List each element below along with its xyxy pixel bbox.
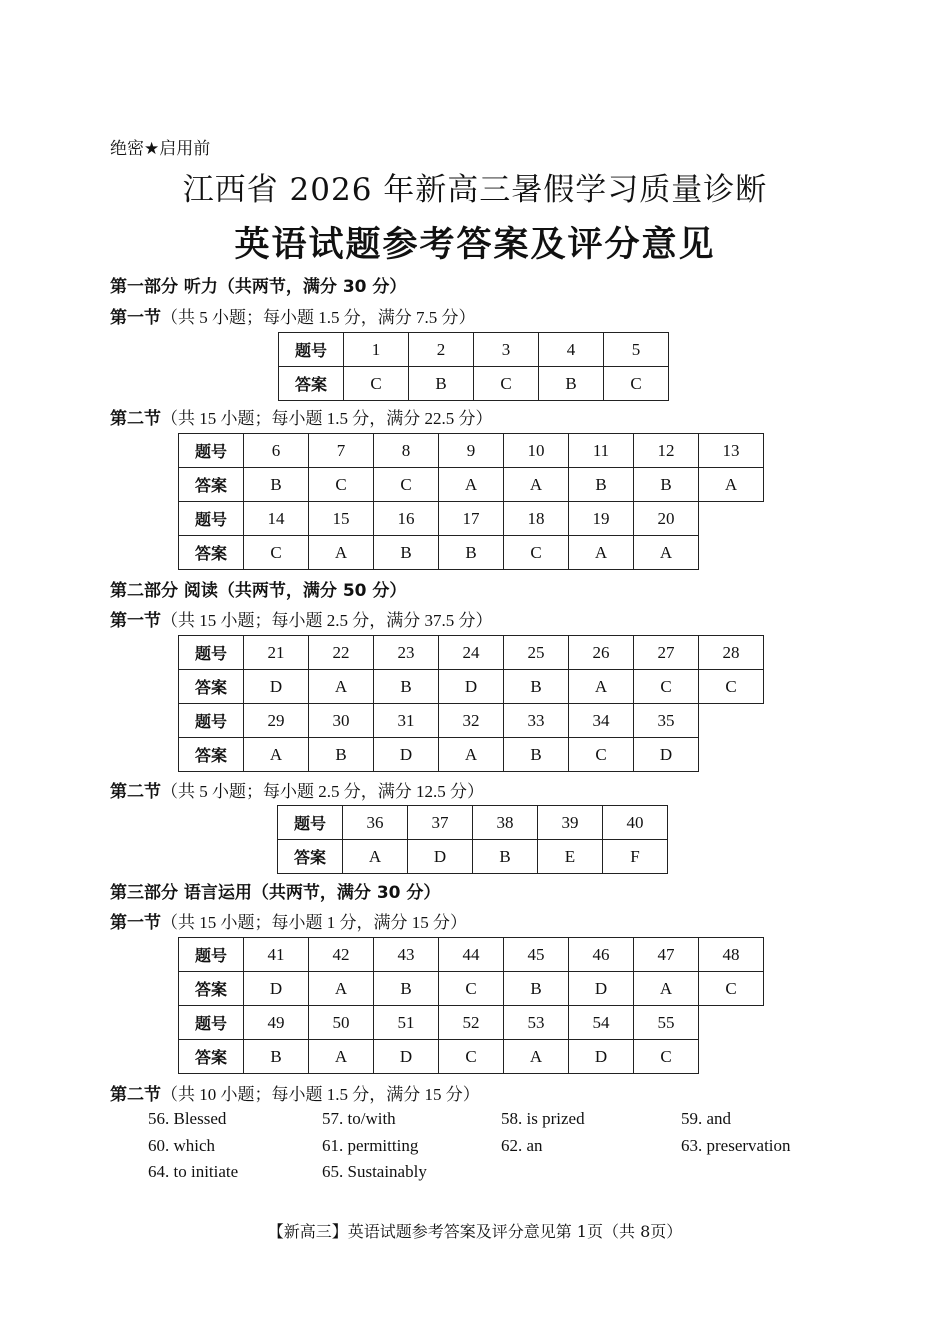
answer-item: 65. Sustainably [322,1162,427,1181]
table-cell: C [474,367,539,401]
table-cell: 19 [569,502,634,536]
table-cell: 34 [569,704,634,738]
empty-cell [699,536,764,570]
table-cell: A [343,840,408,874]
table-cell: C [309,468,374,502]
empty-cell [699,1006,764,1040]
table-cell: A [309,536,374,570]
table-cell: 41 [244,938,309,972]
part3-section2-heading [110,1080,480,1105]
table-cell: A [309,972,374,1006]
row-label-answer: 答案 [179,468,244,502]
table-cell: B [374,536,439,570]
table-cell: A [309,1040,374,1074]
table-cell: B [374,972,439,1006]
table-cell: 31 [374,704,439,738]
answer-table-part3-section1 [178,937,764,1074]
table-cell: 43 [374,938,439,972]
answer-item: 60. which [148,1136,216,1155]
table-cell: 40 [603,806,668,840]
section-name: 第一节 [110,913,161,933]
table-cell: C [504,536,569,570]
table-cell: 51 [374,1006,439,1040]
table-cell: 14 [244,502,309,536]
table-cell: 10 [504,434,569,468]
table-row [278,840,668,874]
table-cell: B [473,840,538,874]
table-cell: B [244,1040,309,1074]
table-cell: 8 [374,434,439,468]
part2-section2-heading [110,777,484,802]
part2-heading: 第二部分 阅读（共两节，满分 50 分） [110,581,407,601]
empty-cell [699,704,764,738]
table-cell: 35 [634,704,699,738]
table-cell: 20 [634,502,699,536]
table-cell: B [374,670,439,704]
table-row [179,738,764,772]
table-cell: 28 [699,636,764,670]
table-cell: 3 [474,333,539,367]
table-cell: 24 [439,636,504,670]
section-note: （共 5 小题；每小题 2.5 分，满分 12.5 分） [161,782,484,801]
table-cell: 30 [309,704,374,738]
row-label-answer: 答案 [179,536,244,570]
table-cell: 6 [244,434,309,468]
table-cell: 54 [569,1006,634,1040]
table-cell: B [309,738,374,772]
part3-section1-heading [110,908,467,933]
table-cell: C [344,367,409,401]
table-cell: C [569,738,634,772]
table-cell: D [408,840,473,874]
table-row [179,502,764,536]
table-cell: A [504,1040,569,1074]
table-cell: C [439,1040,504,1074]
table-cell: 7 [309,434,374,468]
row-label-number: 题号 [179,636,244,670]
table-cell: 11 [569,434,634,468]
table-cell: 17 [439,502,504,536]
table-cell: F [603,840,668,874]
table-cell: 16 [374,502,439,536]
table-cell: C [634,670,699,704]
table-cell: B [569,468,634,502]
empty-cell [699,1040,764,1074]
table-row [179,434,764,468]
table-cell: 46 [569,938,634,972]
empty-cell [699,738,764,772]
empty-cell [699,502,764,536]
section-note: （共 15 小题；每小题 2.5 分，满分 37.5 分） [161,611,493,630]
table-cell: 9 [439,434,504,468]
table-cell: A [439,738,504,772]
table-cell: 55 [634,1006,699,1040]
table-cell: 38 [473,806,538,840]
answer-item: 62. an [501,1136,543,1155]
row-label-answer: 答案 [179,670,244,704]
table-cell: 49 [244,1006,309,1040]
table-cell: C [374,468,439,502]
table-cell: A [439,468,504,502]
part3-heading: 第三部分 语言运用（共两节，满分 30 分） [110,883,441,903]
section-name: 第二节 [110,782,161,802]
table-cell: 44 [439,938,504,972]
table-cell: 23 [374,636,439,670]
table-row [279,367,669,401]
table-cell: B [439,536,504,570]
table-cell: A [634,536,699,570]
table-cell: D [374,738,439,772]
table-cell: D [244,972,309,1006]
table-cell: D [569,1040,634,1074]
answer-table-part2-section1 [178,635,764,772]
table-cell: C [699,972,764,1006]
row-label-number: 题号 [179,704,244,738]
table-cell: 21 [244,636,309,670]
table-cell: 13 [699,434,764,468]
table-cell: 5 [604,333,669,367]
table-cell: B [504,738,569,772]
table-cell: C [634,1040,699,1074]
table-cell: C [699,670,764,704]
answer-table-part2-section2 [277,805,668,874]
row-label-answer: 答案 [179,738,244,772]
answer-item: 61. permitting [322,1136,419,1155]
section-note: （共 15 小题；每小题 1.5 分，满分 22.5 分） [161,409,493,428]
answer-table-part1-section1 [278,332,669,401]
table-row [278,806,668,840]
table-row [179,972,764,1006]
table-cell: B [409,367,474,401]
table-cell: 1 [344,333,409,367]
table-cell: 39 [538,806,603,840]
table-cell: E [538,840,603,874]
confidential-mark: 绝密★启用前 [110,139,211,159]
table-cell: 18 [504,502,569,536]
section-name: 第一节 [110,611,161,631]
answer-item: 64. to initiate [148,1162,239,1181]
table-cell: A [569,536,634,570]
table-cell: 4 [539,333,604,367]
table-row [179,536,764,570]
table-cell: 2 [409,333,474,367]
row-label-answer: 答案 [179,1040,244,1074]
table-cell: D [439,670,504,704]
part1-heading: 第一部分 听力（共两节，满分 30 分） [110,277,407,297]
answer-item: 59. and [681,1109,732,1128]
table-cell: B [504,670,569,704]
table-row [179,636,764,670]
table-row [179,704,764,738]
table-cell: A [504,468,569,502]
table-cell: 12 [634,434,699,468]
table-row [179,468,764,502]
part1-section1-heading [110,303,476,328]
row-label-number: 题号 [179,434,244,468]
table-cell: A [634,972,699,1006]
table-cell: D [244,670,309,704]
row-label-number: 题号 [179,938,244,972]
row-label-answer: 答案 [279,367,344,401]
table-cell: A [244,738,309,772]
table-cell: 32 [439,704,504,738]
table-cell: 52 [439,1006,504,1040]
row-label-answer: 答案 [278,840,343,874]
exam-title: 江西省 2026 年新高三暑假学习质量诊断 [182,172,768,208]
table-cell: 42 [309,938,374,972]
section-note: （共 5 小题；每小题 1.5 分，满分 7.5 分） [161,308,476,327]
row-label-number: 题号 [279,333,344,367]
table-row [179,938,764,972]
section-name: 第二节 [110,409,161,429]
table-row [179,1040,764,1074]
answer-table-part1-section2 [178,433,764,570]
table-cell: 29 [244,704,309,738]
table-cell: A [569,670,634,704]
section-name: 第一节 [110,308,161,328]
table-cell: 27 [634,636,699,670]
table-cell: 45 [504,938,569,972]
table-cell: 36 [343,806,408,840]
answer-item: 57. to/with [322,1109,396,1128]
row-label-number: 题号 [179,1006,244,1040]
table-cell: 53 [504,1006,569,1040]
document-title: 英语试题参考答案及评分意见 [234,225,716,265]
table-cell: B [539,367,604,401]
table-row [179,1006,764,1040]
table-cell: D [634,738,699,772]
table-row [279,333,669,367]
table-cell: B [504,972,569,1006]
table-cell: D [569,972,634,1006]
table-cell: 47 [634,938,699,972]
table-cell: 33 [504,704,569,738]
table-cell: B [244,468,309,502]
table-cell: 22 [309,636,374,670]
table-cell: C [439,972,504,1006]
answer-item: 58. is prized [501,1109,585,1128]
row-label-answer: 答案 [179,972,244,1006]
table-cell: 25 [504,636,569,670]
answer-item: 63. preservation [681,1136,791,1155]
table-cell: 50 [309,1006,374,1040]
part2-section1-heading [110,606,493,631]
part1-section2-heading [110,404,493,429]
section-note: （共 15 小题；每小题 1 分，满分 15 分） [161,913,467,932]
table-row [179,670,764,704]
row-label-number: 题号 [278,806,343,840]
table-cell: B [634,468,699,502]
answer-item: 56. Blessed [148,1109,227,1128]
table-cell: 26 [569,636,634,670]
section-note: （共 10 小题；每小题 1.5 分，满分 15 分） [161,1085,480,1104]
table-cell: D [374,1040,439,1074]
section-name: 第二节 [110,1085,161,1105]
table-cell: A [699,468,764,502]
table-cell: 37 [408,806,473,840]
row-label-number: 题号 [179,502,244,536]
page-footer: 【新高三】英语试题参考答案及评分意见第 1页（共 8页） [267,1222,683,1241]
table-cell: 48 [699,938,764,972]
table-cell: A [309,670,374,704]
table-cell: 15 [309,502,374,536]
table-cell: C [604,367,669,401]
table-cell: C [244,536,309,570]
